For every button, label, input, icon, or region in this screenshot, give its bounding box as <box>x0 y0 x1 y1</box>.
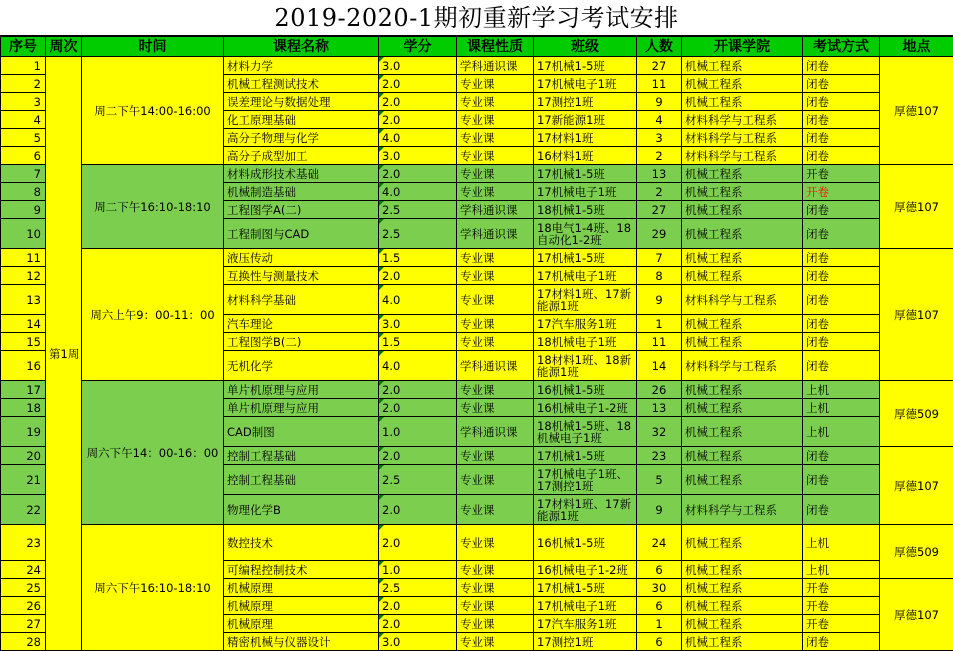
class-cell: 18机械1-5班 <box>534 201 637 219</box>
count-cell: 5 <box>637 465 682 495</box>
col-header-count: 人数 <box>637 37 682 57</box>
course-name-cell: 物理化学B <box>224 495 379 525</box>
course-name-cell: 高分子成型加工 <box>224 147 379 165</box>
course-name-cell: 液压传动 <box>224 249 379 267</box>
count-cell: 1 <box>637 615 682 633</box>
nature-cell: 专业课 <box>457 183 534 201</box>
credit-cell: 2.0 <box>379 597 457 615</box>
college-cell: 材料科学与工程系 <box>682 129 803 147</box>
course-name-cell: 材料力学 <box>224 57 379 75</box>
exam-method-cell: 闭卷 <box>803 75 880 93</box>
exam-method-cell: 闭卷 <box>803 495 880 525</box>
location-cell: 厚德509 <box>880 381 953 447</box>
col-header-time: 时间 <box>82 37 224 57</box>
exam-method-cell: 上机 <box>803 399 880 417</box>
credit-cell: 3.0 <box>379 147 457 165</box>
class-cell: 17材料1班、17新能源1班 <box>534 285 637 315</box>
course-name-cell: 化工原理基础 <box>224 111 379 129</box>
credit-cell: 2.0 <box>379 447 457 465</box>
header-row <box>1 37 953 57</box>
seq-cell: 10 <box>1 219 46 249</box>
exam-method-cell: 闭卷 <box>803 111 880 129</box>
nature-cell: 专业课 <box>457 633 534 651</box>
col-header-exam: 考试方式 <box>803 37 880 57</box>
class-cell: 17汽车服务1班 <box>534 615 637 633</box>
location-cell: 厚德107 <box>880 249 953 381</box>
nature-cell: 学科通识课 <box>457 201 534 219</box>
credit-cell: 4.0 <box>379 351 457 381</box>
course-name-cell: 工程图学A(二) <box>224 201 379 219</box>
exam-method-cell: 闭卷 <box>803 147 880 165</box>
col-header-seq: 序号 <box>1 37 46 57</box>
course-name-cell: 控制工程基础 <box>224 465 379 495</box>
class-cell: 16机械1-5班 <box>534 381 637 399</box>
count-cell: 2 <box>637 147 682 165</box>
location-cell: 厚德107 <box>880 447 953 525</box>
count-cell: 8 <box>637 267 682 285</box>
college-cell: 机械工程系 <box>682 579 803 597</box>
credit-cell: 2.0 <box>379 525 457 561</box>
nature-cell: 专业课 <box>457 525 534 561</box>
exam-schedule-table <box>0 36 953 651</box>
college-cell: 机械工程系 <box>682 249 803 267</box>
exam-method-cell: 闭卷 <box>803 633 880 651</box>
location-cell: 厚德107 <box>880 165 953 249</box>
college-cell: 机械工程系 <box>682 165 803 183</box>
credit-cell: 1.5 <box>379 333 457 351</box>
college-cell: 机械工程系 <box>682 417 803 447</box>
credit-cell: 2.5 <box>379 579 457 597</box>
credit-cell: 4.0 <box>379 285 457 315</box>
credit-cell: 2.0 <box>379 615 457 633</box>
time-cell: 周六上午9：00-11：00 <box>82 249 224 381</box>
nature-cell: 专业课 <box>457 249 534 267</box>
week-cell: 第1周 <box>46 57 82 651</box>
seq-cell: 28 <box>1 633 46 651</box>
college-cell: 材料科学与工程系 <box>682 495 803 525</box>
table-body <box>1 57 953 651</box>
class-cell: 17测控1班 <box>534 633 637 651</box>
col-header-week: 周次 <box>46 37 82 57</box>
exam-method-cell: 开卷 <box>803 183 880 201</box>
exam-method-cell: 闭卷 <box>803 249 880 267</box>
class-cell: 18机械1-5班、18机械电子1班 <box>534 417 637 447</box>
course-name-cell: 控制工程基础 <box>224 447 379 465</box>
nature-cell: 专业课 <box>457 147 534 165</box>
college-cell: 机械工程系 <box>682 633 803 651</box>
seq-cell: 11 <box>1 249 46 267</box>
table-row <box>1 165 953 183</box>
class-cell: 17机械电子1班 <box>534 597 637 615</box>
count-cell: 13 <box>637 165 682 183</box>
credit-cell: 2.0 <box>379 495 457 525</box>
count-cell: 1 <box>637 315 682 333</box>
college-cell: 机械工程系 <box>682 93 803 111</box>
col-header-nature: 课程性质 <box>457 37 534 57</box>
count-cell: 4 <box>637 111 682 129</box>
col-header-college: 开课学院 <box>682 37 803 57</box>
course-name-cell: 机械原理 <box>224 615 379 633</box>
time-cell: 周六下午14：00-16：00 <box>82 381 224 525</box>
college-cell: 材料科学与工程系 <box>682 351 803 381</box>
count-cell: 11 <box>637 75 682 93</box>
nature-cell: 学科通识课 <box>457 219 534 249</box>
course-name-cell: CAD制图 <box>224 417 379 447</box>
college-cell: 材料科学与工程系 <box>682 285 803 315</box>
credit-cell: 2.0 <box>379 93 457 111</box>
college-cell: 机械工程系 <box>682 219 803 249</box>
count-cell: 9 <box>637 93 682 111</box>
exam-method-cell: 开卷 <box>803 579 880 597</box>
count-cell: 32 <box>637 417 682 447</box>
credit-cell: 3.0 <box>379 57 457 75</box>
class-cell: 17机械电子1班 <box>534 183 637 201</box>
nature-cell: 专业课 <box>457 93 534 111</box>
count-cell: 26 <box>637 381 682 399</box>
course-name-cell: 机械原理 <box>224 579 379 597</box>
seq-cell: 15 <box>1 333 46 351</box>
nature-cell: 专业课 <box>457 165 534 183</box>
nature-cell: 专业课 <box>457 399 534 417</box>
seq-cell: 12 <box>1 267 46 285</box>
class-cell: 17机械电子1班、17测控1班 <box>534 465 637 495</box>
college-cell: 机械工程系 <box>682 525 803 561</box>
nature-cell: 专业课 <box>457 315 534 333</box>
class-cell: 17机械1-5班 <box>534 165 637 183</box>
count-cell: 29 <box>637 219 682 249</box>
seq-cell: 3 <box>1 93 46 111</box>
exam-method-cell: 闭卷 <box>803 447 880 465</box>
class-cell: 17机械1-5班 <box>534 579 637 597</box>
credit-cell: 2.0 <box>379 267 457 285</box>
table-row <box>1 249 953 267</box>
class-cell: 17材料1班 <box>534 129 637 147</box>
seq-cell: 22 <box>1 495 46 525</box>
location-cell: 厚德509 <box>880 525 953 579</box>
credit-cell: 2.0 <box>379 165 457 183</box>
course-name-cell: 工程制图与CAD <box>224 219 379 249</box>
course-name-cell: 可编程控制技术 <box>224 561 379 579</box>
class-cell: 18材料1班、18新能源1班 <box>534 351 637 381</box>
exam-method-cell: 闭卷 <box>803 315 880 333</box>
class-cell: 16机械电子1-2班 <box>534 399 637 417</box>
nature-cell: 专业课 <box>457 447 534 465</box>
credit-cell: 4.0 <box>379 183 457 201</box>
course-name-cell: 机械制造基础 <box>224 183 379 201</box>
count-cell: 24 <box>637 525 682 561</box>
exam-method-cell: 开卷 <box>803 165 880 183</box>
exam-method-cell: 上机 <box>803 417 880 447</box>
seq-cell: 1 <box>1 57 46 75</box>
college-cell: 机械工程系 <box>682 615 803 633</box>
credit-cell: 1.0 <box>379 417 457 447</box>
course-name-cell: 机械原理 <box>224 597 379 615</box>
college-cell: 机械工程系 <box>682 201 803 219</box>
sheet-title: 2019-2020-1期初重新学习考试安排 <box>0 0 953 36</box>
seq-cell: 7 <box>1 165 46 183</box>
nature-cell: 专业课 <box>457 579 534 597</box>
nature-cell: 学科通识课 <box>457 57 534 75</box>
nature-cell: 专业课 <box>457 267 534 285</box>
location-cell: 厚德107 <box>880 579 953 651</box>
class-cell: 17机械1-5班 <box>534 447 637 465</box>
course-name-cell: 无机化学 <box>224 351 379 381</box>
time-cell: 周二下午16:10-18:10 <box>82 165 224 249</box>
credit-cell: 2.0 <box>379 399 457 417</box>
class-cell: 16材料1班 <box>534 147 637 165</box>
college-cell: 机械工程系 <box>682 561 803 579</box>
nature-cell: 专业课 <box>457 597 534 615</box>
class-cell: 17机械电子1班 <box>534 267 637 285</box>
exam-method-cell: 开卷 <box>803 597 880 615</box>
seq-cell: 9 <box>1 201 46 219</box>
exam-method-cell: 上机 <box>803 381 880 399</box>
nature-cell: 专业课 <box>457 465 534 495</box>
count-cell: 7 <box>637 249 682 267</box>
exam-method-cell: 闭卷 <box>803 333 880 351</box>
class-cell: 17新能源1班 <box>534 111 637 129</box>
count-cell: 6 <box>637 633 682 651</box>
nature-cell: 专业课 <box>457 129 534 147</box>
credit-cell: 2.0 <box>379 381 457 399</box>
college-cell: 材料科学与工程系 <box>682 111 803 129</box>
college-cell: 机械工程系 <box>682 267 803 285</box>
class-cell: 18机械电子1班 <box>534 333 637 351</box>
college-cell: 机械工程系 <box>682 447 803 465</box>
count-cell: 6 <box>637 561 682 579</box>
course-name-cell: 单片机原理与应用 <box>224 399 379 417</box>
count-cell: 13 <box>637 399 682 417</box>
nature-cell: 专业课 <box>457 381 534 399</box>
exam-method-cell: 上机 <box>803 525 880 561</box>
class-cell: 17汽车服务1班 <box>534 315 637 333</box>
college-cell: 机械工程系 <box>682 75 803 93</box>
col-header-location: 地点 <box>880 37 953 57</box>
col-header-credit: 学分 <box>379 37 457 57</box>
course-name-cell: 数控技术 <box>224 525 379 561</box>
class-cell: 16机械电子1-2班 <box>534 561 637 579</box>
class-cell: 17机械1-5班 <box>534 249 637 267</box>
seq-cell: 26 <box>1 597 46 615</box>
seq-cell: 21 <box>1 465 46 495</box>
course-name-cell: 材料科学基础 <box>224 285 379 315</box>
seq-cell: 27 <box>1 615 46 633</box>
exam-method-cell: 闭卷 <box>803 93 880 111</box>
college-cell: 机械工程系 <box>682 399 803 417</box>
seq-cell: 2 <box>1 75 46 93</box>
exam-method-cell: 上机 <box>803 561 880 579</box>
count-cell: 14 <box>637 351 682 381</box>
exam-method-cell: 闭卷 <box>803 267 880 285</box>
count-cell: 2 <box>637 183 682 201</box>
credit-cell: 3.0 <box>379 633 457 651</box>
nature-cell: 学科通识课 <box>457 417 534 447</box>
course-name-cell: 高分子物理与化学 <box>224 129 379 147</box>
count-cell: 27 <box>637 201 682 219</box>
location-cell: 厚德107 <box>880 57 953 165</box>
credit-cell: 1.5 <box>379 249 457 267</box>
class-cell: 17机械电子1班 <box>534 75 637 93</box>
course-name-cell: 汽车理论 <box>224 315 379 333</box>
college-cell: 机械工程系 <box>682 315 803 333</box>
class-cell: 18电气1-4班、18自动化1-2班 <box>534 219 637 249</box>
nature-cell: 专业课 <box>457 75 534 93</box>
course-name-cell: 互换性与测量技术 <box>224 267 379 285</box>
count-cell: 23 <box>637 447 682 465</box>
col-header-class: 班级 <box>534 37 637 57</box>
college-cell: 机械工程系 <box>682 465 803 495</box>
nature-cell: 学科通识课 <box>457 351 534 381</box>
course-name-cell: 单片机原理与应用 <box>224 381 379 399</box>
seq-cell: 20 <box>1 447 46 465</box>
class-cell: 17测控1班 <box>534 93 637 111</box>
seq-cell: 13 <box>1 285 46 315</box>
exam-method-cell: 闭卷 <box>803 219 880 249</box>
count-cell: 9 <box>637 285 682 315</box>
college-cell: 机械工程系 <box>682 597 803 615</box>
seq-cell: 25 <box>1 579 46 597</box>
seq-cell: 16 <box>1 351 46 381</box>
seq-cell: 14 <box>1 315 46 333</box>
course-name-cell: 机械工程测试技术 <box>224 75 379 93</box>
seq-cell: 4 <box>1 111 46 129</box>
nature-cell: 专业课 <box>457 285 534 315</box>
exam-method-cell: 开卷 <box>803 615 880 633</box>
seq-cell: 6 <box>1 147 46 165</box>
seq-cell: 24 <box>1 561 46 579</box>
seq-cell: 23 <box>1 525 46 561</box>
count-cell: 3 <box>637 129 682 147</box>
count-cell: 9 <box>637 495 682 525</box>
credit-cell: 2.0 <box>379 111 457 129</box>
count-cell: 6 <box>637 597 682 615</box>
credit-cell: 2.5 <box>379 201 457 219</box>
count-cell: 30 <box>637 579 682 597</box>
seq-cell: 18 <box>1 399 46 417</box>
course-name-cell: 材料成形技术基础 <box>224 165 379 183</box>
exam-method-cell: 闭卷 <box>803 465 880 495</box>
class-cell: 17机械1-5班 <box>534 57 637 75</box>
count-cell: 11 <box>637 333 682 351</box>
nature-cell: 专业课 <box>457 111 534 129</box>
exam-method-cell: 闭卷 <box>803 129 880 147</box>
college-cell: 机械工程系 <box>682 333 803 351</box>
class-cell: 17材料1班、17新能源1班 <box>534 495 637 525</box>
credit-cell: 4.0 <box>379 129 457 147</box>
nature-cell: 专业课 <box>457 561 534 579</box>
class-cell: 16机械1-5班 <box>534 525 637 561</box>
college-cell: 机械工程系 <box>682 57 803 75</box>
course-name-cell: 精密机械与仪器设计 <box>224 633 379 651</box>
seq-cell: 5 <box>1 129 46 147</box>
col-header-course: 课程名称 <box>224 37 379 57</box>
exam-method-cell: 闭卷 <box>803 201 880 219</box>
exam-method-cell: 闭卷 <box>803 285 880 315</box>
seq-cell: 19 <box>1 417 46 447</box>
time-cell: 周六下午16:10-18:10 <box>82 525 224 651</box>
table-row <box>1 57 953 75</box>
table-row <box>1 525 953 561</box>
credit-cell: 1.0 <box>379 561 457 579</box>
time-cell: 周二下午14:00-16:00 <box>82 57 224 165</box>
credit-cell: 2.5 <box>379 219 457 249</box>
college-cell: 机械工程系 <box>682 183 803 201</box>
exam-method-cell: 闭卷 <box>803 57 880 75</box>
nature-cell: 专业课 <box>457 495 534 525</box>
count-cell: 27 <box>637 57 682 75</box>
credit-cell: 2.5 <box>379 465 457 495</box>
nature-cell: 专业课 <box>457 615 534 633</box>
college-cell: 机械工程系 <box>682 381 803 399</box>
exam-method-cell: 闭卷 <box>803 351 880 381</box>
nature-cell: 专业课 <box>457 333 534 351</box>
credit-cell: 3.0 <box>379 315 457 333</box>
credit-cell: 2.0 <box>379 75 457 93</box>
course-name-cell: 误差理论与数据处理 <box>224 93 379 111</box>
table-row <box>1 381 953 399</box>
seq-cell: 17 <box>1 381 46 399</box>
seq-cell: 8 <box>1 183 46 201</box>
college-cell: 材料科学与工程系 <box>682 147 803 165</box>
course-name-cell: 工程图学B(二) <box>224 333 379 351</box>
